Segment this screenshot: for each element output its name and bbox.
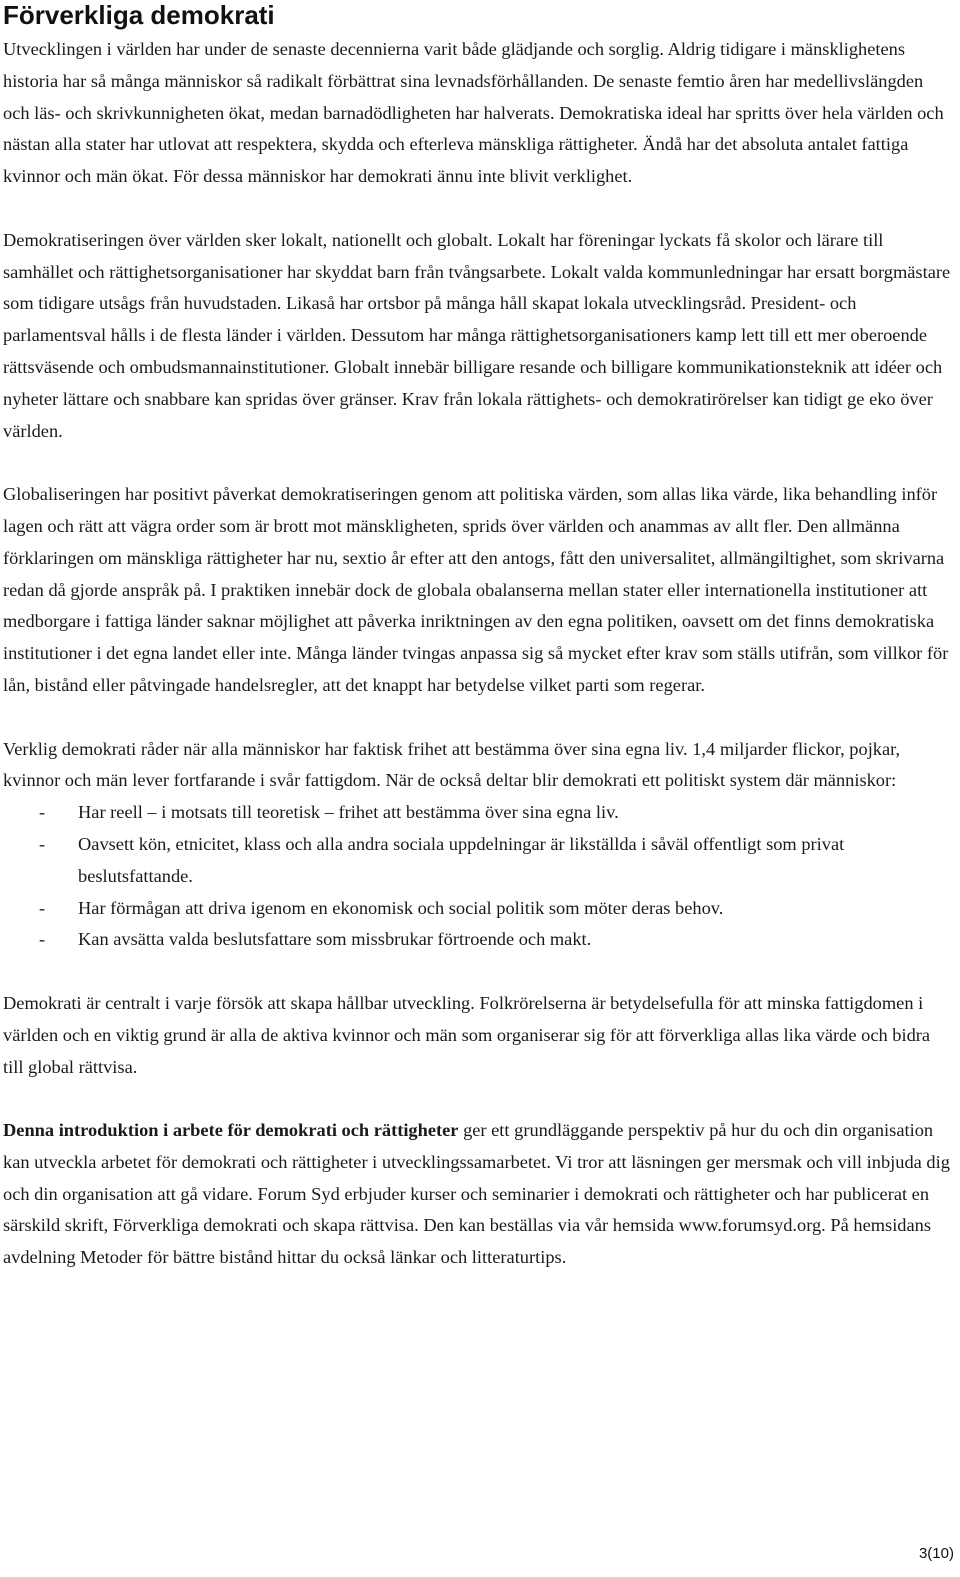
paragraph-democratization: Demokratiseringen över världen sker lokalt, nationellt och globalt. Lokalt har föreningar lyckats få skolor och lärare till samhället och rättighetsorganisationer har skyddat barn från tvångsarbete. Lokalt valda kommunledningar har ersatt borgmästare som tidigare utsågs från huvudstaden. Likaså har ortsbor på många håll skapat lokala utvecklingsråd. President- och parlamentsval hålls i de flesta länder i världen. Dessutom har många rättighetsorganisationers kamp lett till ett mer oberoende rättsväsende och ombudsmannainstitutioner. Globalt innebär billigare resande och billigare kommunikationsteknik att idéer och nyheter lättare och snabbare kan spridas över gränser. Krav från lokala rättighets- och demokratirörelser kan tidigt ge eko över världen.	[3, 229, 951, 441]
paragraph-gap	[3, 1083, 953, 1115]
paragraph-sustainable-development: Demokrati är centralt i varje försök att skapa hållbar utveckling. Folkrörelserna är betydelsefulla för att minska fattigdomen i världen och en viktig grund är alla de aktiva kvinnor och män som organiserar sig för att förverkliga allas lika värde och bidra till global rättvisa.	[3, 992, 931, 1077]
list-item-text: Har reell – i motsats till teoretisk – frihet att bestämma över sina egna liv.	[78, 802, 619, 823]
list-item-text: Oavsett kön, etnicitet, klass och alla andra sociala uppdelningar är likställda i såväl offentligt som privat beslutsfattande.	[78, 833, 845, 886]
page-title: Förverkliga demokrati	[3, 0, 275, 30]
paragraph-body: ger ett grundläggande perspektiv på hur du och din organisation kan utveckla arbetet för demokrati och rättigheter i utvecklingssamarbetet. Vi tror att läsningen ger mersmak och vill inbjuda dig och din organisation att gå vidare. Forum Syd erbjuder kurser och seminarier i demokrati och rättigheter och har publicerat en särskild skrift, Förverkliga demokrati och skapa rättvisa. Den kan beställas via vår hemsida www.forumsyd.org. På hemsidans avdelning Metoder för bättre bistånd hittar du också länkar och litteraturtips.	[3, 1120, 950, 1268]
list-dash-marker: -	[39, 897, 46, 918]
democracy-criteria-list	[3, 797, 953, 956]
page-number: 3(10)	[918, 1545, 954, 1562]
list-item-text: Har förmågan att driva igenom en ekonomisk och social politik som möter deras behov.	[78, 897, 724, 918]
list-item	[3, 924, 953, 956]
list-item-text: Kan avsätta valda beslutsfattare som missbrukar förtroende och makt.	[78, 929, 592, 950]
list-dash-marker: -	[39, 833, 46, 854]
list-item	[3, 893, 953, 925]
paragraph-intro: Utvecklingen i världen har under de senaste decennierna varit både glädjande och sorglig. Aldrig tidigare i mänsklighetens historia har så många människor så radikalt förbättrat sina levnadsförhållanden. De senaste femtio åren har medellivslängden och läs- och skrivkunnigheten ökat, medan barnadödligheten har halverats. Demokratiska ideal har spritts över hela världen och nästan alla stater har utlovat att respektera, skydda och efterleva mänskliga rättigheter. Ändå har det absoluta antalet fattiga kvinnor och män ökat. För dessa människor har demokrati ännu inte blivit verklighet.	[3, 39, 944, 187]
paragraph-globalization: Globaliseringen har positivt påverkat demokratiseringen genom att politiska värden, som allas lika värde, lika behandling inför lagen och rätt att vägra order som är brott mot mänskligheten, sprids över världen och anammas av allt fler. Den allmänna förklaringen om mänskliga rättigheter har nu, sextio år efter att den antogs, fått den universalitet, allmängiltighet, som skrivarna redan då gjorde anspråk på. I praktiken innebär dock de globala obalanserna mellan stater eller internationella institutioner att medborgare i fattiga länder saknar möjlighet att påverka inriktningen av den egna politiken, oavsett om det finns demokratiska institutioner i det egna landet eller inte. Många länder tvingas anpassa sig så mycket efter krav som ställs utifrån, som villkor för lån, bistånd eller påtvingade handelsregler, att det knappt har betydelse vilket parti som regerar.	[3, 484, 949, 695]
list-dash-marker: -	[39, 929, 46, 950]
paragraph-real-democracy: Verklig demokrati råder när alla människor har faktisk frihet att bestämma över sina egna liv. 1,4 miljarder flickor, pojkar, kvinnor och män lever fortfarande i svår fattigdom. När de också deltar blir demokrati ett politiskt system där människor:	[3, 738, 901, 791]
document-page	[3, 0, 953, 1274]
paragraph-introduction-note	[3, 1115, 953, 1274]
list-dash-marker: -	[39, 802, 46, 823]
paragraph-gap	[3, 193, 953, 225]
list-item	[3, 829, 953, 893]
bold-lead-in: Denna introduktion i arbete för demokrati och rättigheter	[3, 1120, 459, 1141]
paragraph-gap	[3, 956, 953, 988]
paragraph-gap	[3, 447, 953, 479]
list-item	[3, 797, 953, 829]
paragraph-gap	[3, 702, 953, 734]
